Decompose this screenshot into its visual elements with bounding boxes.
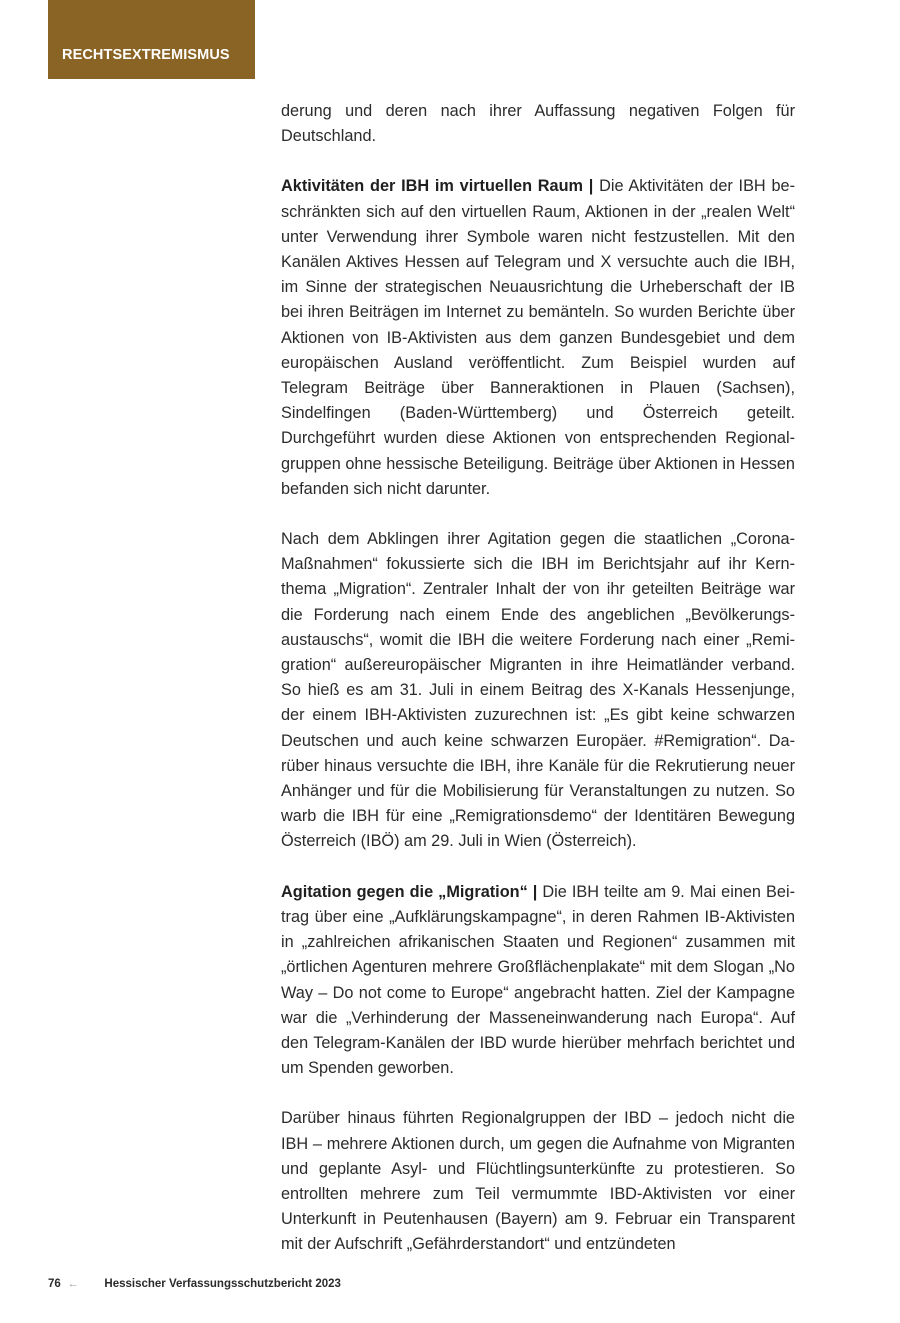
publication-title: Hessischer Verfassungsschutzbericht 2023 (104, 1278, 341, 1290)
page-footer (48, 1278, 341, 1290)
paragraph-body-virtual-activities: Die Aktivitäten der IBH beschränkten sich auf den virtuellen Raum, Aktionen in der „realen Welt“ unter Verwendung ihrer Symbole waren nicht festzustellen. Mit den Kanälen Aktives Hessen auf Telegram und X versuchte auch die IBH, im Sinne der strategischen Neuausrichtung die Urheberschaft der IB bei ihren Beiträgen im Internet zu bemänteln. So wurden Berichte über Aktionen von IB-Aktivisten aus dem ganzen Bundesgebiet und dem europäischen Ausland veröffentlicht. Zum Beispiel wurden auf Telegram Beiträge über Banneraktionen in Plauen (Sachsen), Sindelfingen (Baden-Württemberg) und Österreich geteilt. Durchgeführt wurden diese Aktionen von entsprechenden Regionalgruppen ohne hessische Beteiligung. Beiträge über Aktionen in Hessen befanden sich nicht darunter. (281, 177, 795, 498)
paragraph-continuation: derung und deren nach ihrer Auffassung negativen Folgen für Deutschland. (281, 102, 795, 146)
main-text-column (281, 99, 795, 1283)
paragraph-body-agitation: Die IBH teilte am 9. Mai einen Beitrag über eine „Aufklärungskampagne“, in deren Rahmen IB-Aktivisten in „zahlreichen afrikanischen Staaten und Regionen“ zusammen mit „örtlichen Agenturen mehrere Großflächenplakate“ mit dem Slogan „No Way – Do not come to Europe“ angebracht hatten. Ziel der Kampagne war die „Verhinderung der Masseneinwanderung nach Europa“. Auf den Telegram-Kanälen der IBD wurde hierüber mehrfach berichtet und um Spenden geworben. (281, 882, 795, 1078)
paragraph-heading-agitation: Agitation gegen die „Migration“ | (281, 882, 538, 901)
paragraph-regional-actions: Darüber hinaus führten Regionalgruppen der IBD – jedoch nicht die IBH – mehrere Aktionen durch, um gegen die Aufnahme von Migranten und geplante Asyl- und Flüchtlingsunterkünfte zu protestieren. So entrollten mehrere zum Teil vermummte IBD-Aktivisten vor einer Unterkunft in Peutenhausen (Bayern) am 9. Februar ein Transparent mit der Aufschrift „Gefährderstandort“ und entzündeten (281, 1109, 795, 1254)
section-title: RECHTSEXTREMISMUS (62, 47, 230, 63)
section-header-tag (48, 0, 255, 79)
back-arrow-icon[interactable]: ← (67, 1278, 79, 1290)
paragraph-migration-focus: Nach dem Abklingen ihrer Agitation gegen die staatlichen „Corona-Maßnahmen“ fokussierte sich die IBH im Berichtsjahr auf ihr Kernthema „Migration“. Zentraler Inhalt der von ihr geteilten Beiträge war die Forderung nach einem Ende des angeblichen „Bevölkerungsaustauschs“, womit die IBH die weitere Forderung nach einer „Remigration“ außereuropäischer Migranten in ihre Heimatländer verband. So hieß es am 31. Juli in einem Beitrag des X-Kanals Hessenjunge, der einem IBH-Aktivisten zuzurechnen ist: „Es gibt keine schwarzen Deutschen und auch keine schwarzen Europäer. #Remigration“. Darüber hinaus versuchte die IBH, ihre Kanäle für die Rekrutierung neuer Anhänger und für die Mobilisierung für Veranstaltungen zu nutzen. So warb die IBH für eine „Remigrationsdemo“ der Identitären Bewegung Österreich (IBÖ) am 29. Juli in Wien (Österreich). (281, 530, 795, 851)
paragraph-virtual-activities (281, 174, 795, 502)
paragraph-agitation (281, 880, 795, 1082)
paragraph-heading-virtual-activities: Aktivitäten der IBH im virtuellen Raum | (281, 177, 594, 196)
page-number: 76 (48, 1278, 61, 1290)
